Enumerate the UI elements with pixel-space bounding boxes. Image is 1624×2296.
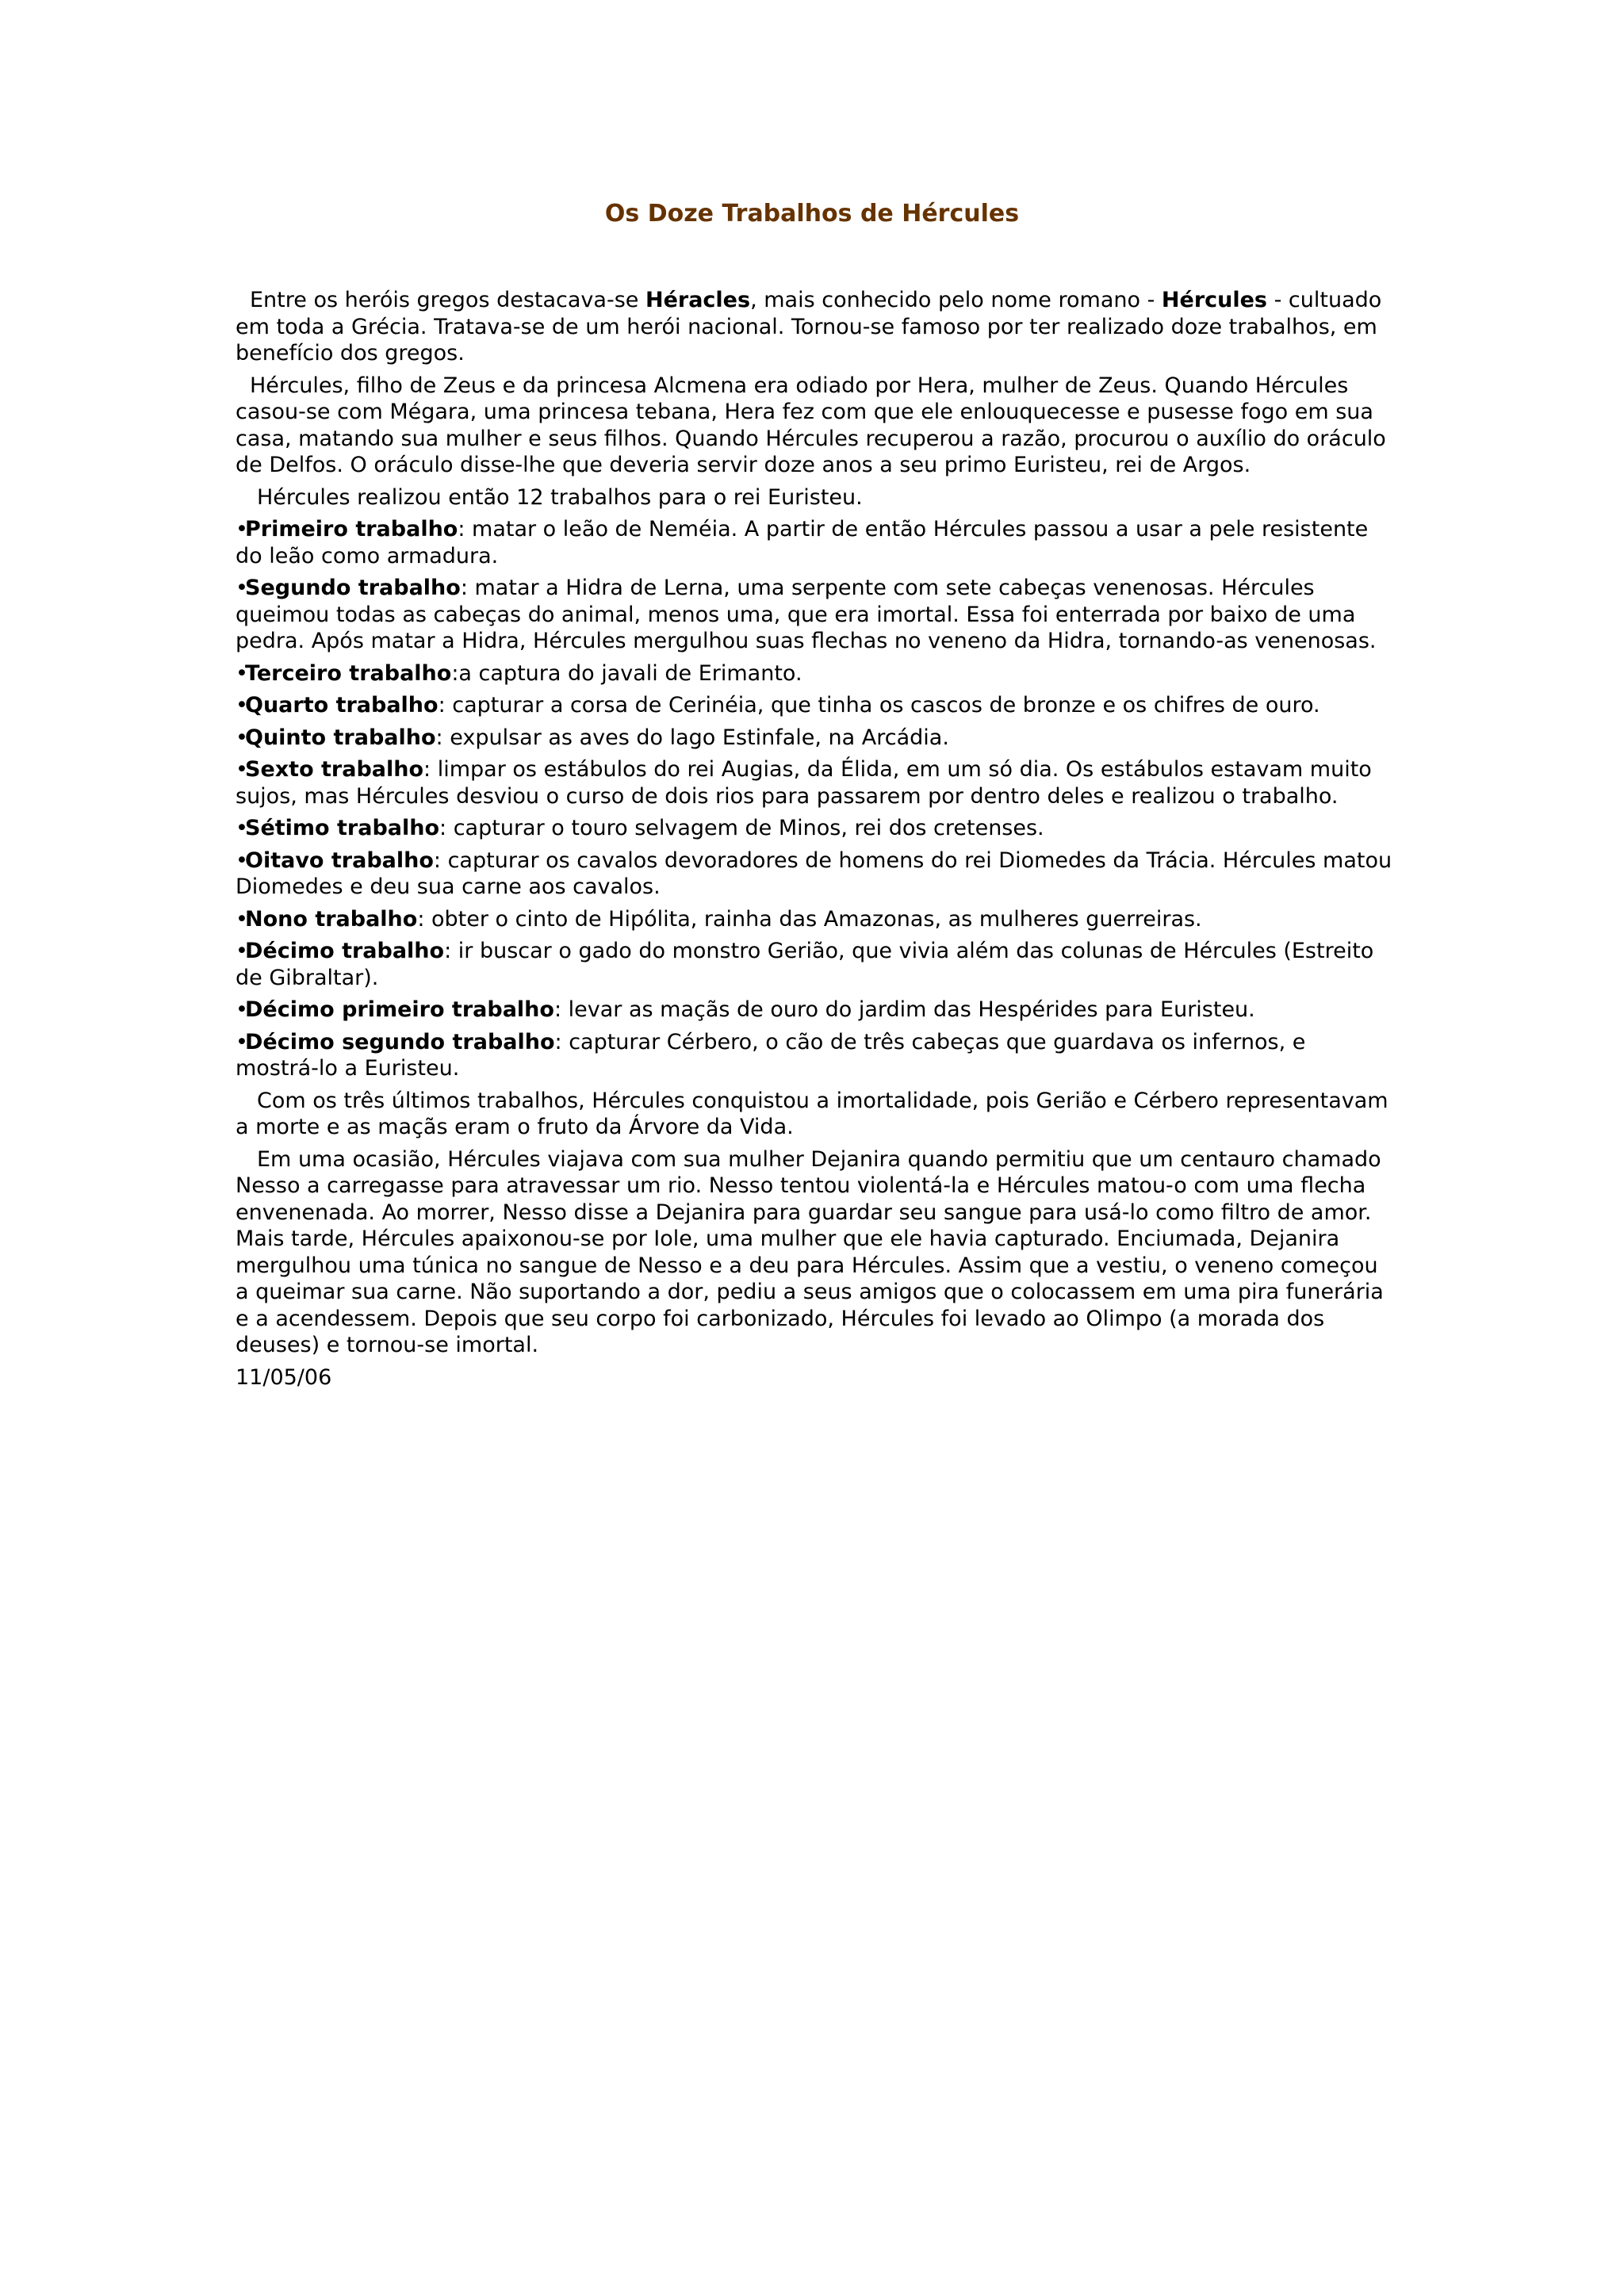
labor-item-9 (236, 906, 1393, 933)
labor-text: : capturar o touro selvagem de Minos, rei dos cretenses. (439, 816, 1044, 840)
labor-text: : levar as maçãs de ouro do jardim das Hespérides para Euristeu. (553, 997, 1255, 1022)
labor-text: : ir buscar o gado do monstro Gerião, que vivia além das colunas de Hércules (Estreito de Gibraltar). (236, 939, 1374, 990)
labor-text: : matar a Hidra de Lerna, uma serpente com sete cabeças venenosas. Hércules queimou todas as cabeças do animal, menos uma, que era imortal. Essa foi enterrada por baixo de uma pedra. Após matar a Hidra, Hércules mergulhou suas flechas no veneno da Hidra, tornando-as venenosas. (236, 576, 1377, 653)
labor-item-2 (236, 575, 1393, 655)
labor-item-5 (236, 725, 1393, 752)
intro-text: Hércules, filho de Zeus e da princesa Alcmena era odiado por Hera, mulher de Zeus. Quando Hércules casou-se com Mégara, uma princesa tebana, Hera fez com que ele enlouquecesse e pusesse fogo em sua casa, matando sua mulher e seus filhos. Quando Hércules recuperou a razão, procurou o auxílio do oráculo de Delfos. O oráculo disse-lhe que deveria servir doze anos a seu primo Euristeu, rei de Argos. (236, 373, 1386, 477)
labor-text: : capturar Cérbero, o cão de três cabeças que guardava os infernos, e mostrá-lo a Euristeu. (236, 1029, 1306, 1081)
bullet-icon: • (236, 693, 248, 718)
labor-label: Sétimo trabalho (245, 816, 440, 840)
bold-term-hercules: Hércules (1161, 288, 1267, 312)
labor-label: Décimo trabalho (245, 939, 445, 963)
intro-text: - cultuado em toda a Grécia. Tratava-se de um herói nacional. Tornou-se famoso por ter realizado doze trabalhos, em benefício dos gregos. (236, 288, 1382, 365)
document-body (236, 287, 1393, 1396)
labor-text: : capturar a corsa de Cerinéia, que tinha os cascos de bronze e os chifres de ouro. (438, 693, 1320, 718)
labor-item-7 (236, 815, 1393, 842)
bullet-icon: • (236, 1029, 248, 1054)
intro-text: Hércules realizou então 12 trabalhos para o rei Euristeu. (257, 484, 863, 510)
closing-text: Com os três últimos trabalhos, Hércules conquistou a imortalidade, pois Gerião e Cérbero representavam a morte e as maçãs eram o fruto da Árvore da Vida. (236, 1088, 1388, 1139)
labor-text: : capturar os cavalos devoradores de homens do rei Diomedes da Trácia. Hércules matou Diomedes e deu sua carne aos cavalos. (236, 848, 1392, 899)
bullet-icon: • (236, 848, 248, 873)
labor-item-4 (236, 692, 1393, 719)
bullet-icon: • (236, 757, 248, 782)
labor-text: : matar o leão de Neméia. A partir de então Hércules passou a usar a pele resistente do leão como armadura. (236, 517, 1369, 568)
intro-text: Entre os heróis gregos destacava-se (250, 288, 645, 312)
labor-item-1 (236, 516, 1393, 569)
document-date: 11/05/06 (236, 1364, 332, 1390)
page-title: Os Doze Trabalhos de Hércules (604, 200, 1020, 228)
labor-label: Quinto trabalho (245, 725, 436, 750)
labor-label: Nono trabalho (245, 906, 418, 932)
labor-item-8 (236, 848, 1393, 901)
bullet-icon: • (236, 906, 248, 932)
labor-item-10 (236, 938, 1393, 991)
bullet-icon: • (236, 517, 248, 541)
labor-label: Sexto trabalho (245, 757, 424, 782)
bold-term-heracles: Héracles (645, 288, 751, 312)
labor-label: Oitavo trabalho (245, 848, 434, 873)
intro-text: , mais conhecido pelo nome romano - (750, 288, 1162, 312)
labor-text: : obter o cinto de Hipólita, rainha das Amazonas, as mulheres guerreiras. (417, 906, 1202, 932)
bullet-icon: • (236, 816, 248, 840)
bullet-icon: • (236, 997, 248, 1022)
bullet-icon: • (236, 576, 248, 600)
labor-text: :a captura do javali de Erimanto. (451, 660, 802, 686)
labor-item-12 (236, 1029, 1393, 1082)
bullet-icon: • (236, 660, 248, 686)
labor-label: Décimo primeiro trabalho (245, 997, 554, 1022)
intro-paragraph-2 (236, 373, 1393, 479)
bullet-icon: • (236, 725, 248, 750)
labor-label: Segundo trabalho (245, 576, 461, 600)
labor-label: Primeiro trabalho (245, 517, 458, 541)
labor-text: : expulsar as aves do lago Estinfale, na Arcádia. (435, 725, 949, 750)
labor-item-6 (236, 756, 1393, 809)
labor-text: : limpar os estábulos do rei Augias, da Élida, em um só dia. Os estábulos estavam muito sujos, mas Hércules desviou o curso de dois rios para passarem por dentro deles e realizou o trabalho. (236, 757, 1372, 809)
intro-paragraph-3 (236, 484, 1393, 511)
labor-label: Décimo segundo trabalho (245, 1029, 555, 1054)
labor-label: Terceiro trabalho (245, 660, 452, 686)
intro-paragraph-1 (236, 287, 1393, 367)
labor-item-11 (236, 997, 1393, 1024)
labor-label: Quarto trabalho (245, 693, 439, 718)
closing-text: Em uma ocasião, Hércules viajava com sua mulher Dejanira quando permitiu que um centauro chamado Nesso a carregasse para atravessar um rio. Nesso tentou violentá-la e Hércules matou-o com uma flecha envenenada. Ao morrer, Nesso disse a Dejanira para guardar seu sangue para usá-lo como filtro de amor. Mais tarde, Hércules apaixonou-se por Iole, uma mulher que ele havia capturado. Enciumada, Dejanira mergulhou uma túnica no sangue de Nesso e a deu para Hércules. Assim que a vestiu, o veneno começou a queimar sua carne. Não suportando a dor, pediu a seus amigos que o colocassem em uma pira funerária e a acendessem. Depois que seu corpo foi carbonizado, Hércules foi levado ao Olimpo (a morada dos deuses) e tornou-se imortal. (236, 1146, 1384, 1357)
closing-paragraph-1 (236, 1088, 1393, 1141)
closing-paragraph-2 (236, 1146, 1393, 1359)
bullet-icon: • (236, 939, 248, 963)
labor-item-3 (236, 660, 1393, 687)
